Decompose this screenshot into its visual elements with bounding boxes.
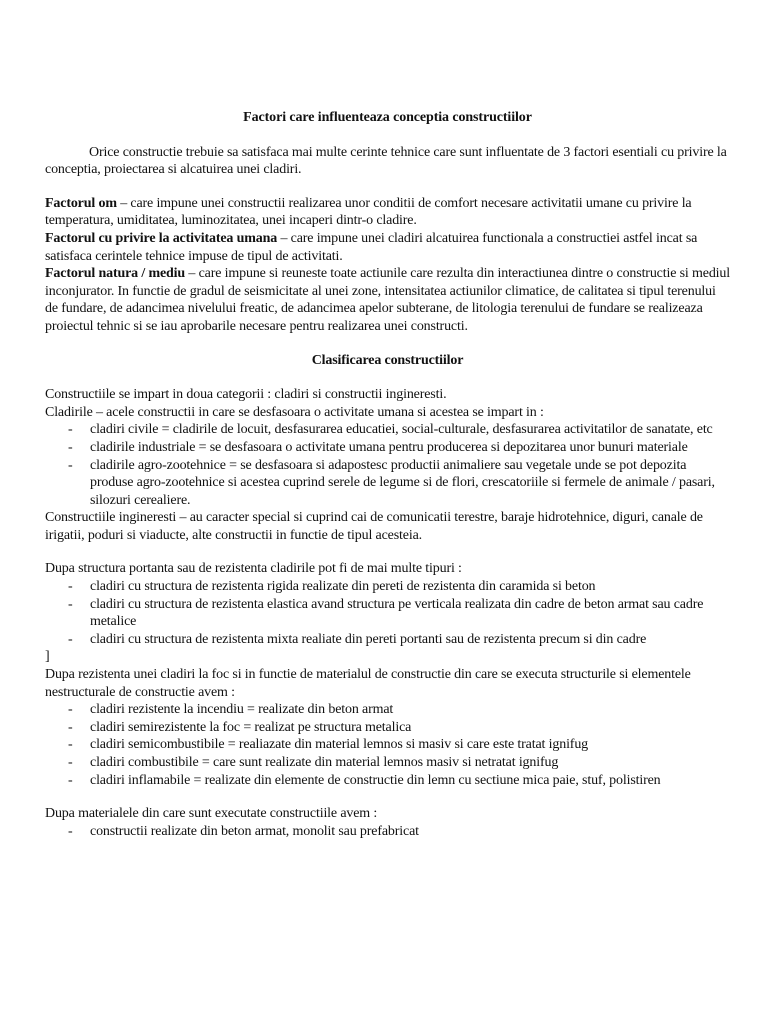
- spacer: [45, 789, 730, 805]
- factor-text: – care impune unei cladiri alcatuirea functionala a constructiei astfel incat sa satisfaca cerintele tehnice impuse de tipul de activitati.: [45, 230, 698, 264]
- bracket-line: ]: [45, 649, 50, 665]
- list-item-text: cladiri cu structura de rezistenta mixta realiate din pereti portanti sau de rezistenta precum si din cadre: [90, 631, 647, 647]
- list-item-text: cladirile industriale = se desfasoara o activitate umana pentru producerea si depozitarea unor bunuri materiale: [90, 439, 688, 455]
- list-item-text: cladiri combustibile = care sunt realizate din material lemnos masiv si netratat ignifug: [90, 755, 559, 770]
- factor-term: Factorul cu privire la activitatea umana: [45, 230, 278, 246]
- list-item-text: cladirile agro-zootehnice = se desfasoara si adapostesc productii animaliere sau vegetale unde se pot depozita produse agro-zootehnice si acestea cuprind serele de legume si de flori, crescatoriile si fermele de animale / pasari, silozuri cerealiere.: [90, 457, 715, 508]
- structura-types-list: [45, 578, 730, 648]
- dash-marker: -: [68, 755, 73, 770]
- factor-natura: [45, 265, 730, 335]
- list-item: [45, 701, 730, 719]
- dash-marker: -: [68, 823, 73, 839]
- list-item-text: cladiri civile = cladirile de locuit, desfasurarea educatiei, social-culturale, desfasurarea activitatilor de sanatate, etc: [90, 422, 713, 438]
- categories-intro: Constructiile se impart in doua categorii : cladiri si constructii ingineresti.: [45, 387, 447, 403]
- factor-term: Factorul om: [45, 195, 117, 211]
- structura-intro: Dupa structura portanta sau de rezistenta cladirile pot fi de mai multe tipuri :: [45, 561, 462, 577]
- cladiri-types-list: [45, 421, 730, 509]
- list-item-text: cladiri cu structura de rezistenta elastica avand structura pe verticala realizata din cadre de beton armat sau cadre metalice: [90, 596, 704, 630]
- list-item: [45, 631, 730, 649]
- dash-marker: -: [68, 579, 73, 595]
- spacer: [45, 544, 730, 560]
- dash-marker: -: [68, 631, 73, 647]
- dash-marker: -: [68, 719, 73, 735]
- list-item: [45, 736, 730, 754]
- list-item-text: constructii realizate din beton armat, monolit sau prefabricat: [90, 823, 419, 839]
- foc-intro: Dupa rezistenta unei cladiri la foc si in functie de materialul de constructie din care se executa structurile si elementele nestructurale de constructie avem :: [45, 667, 691, 700]
- dash-marker: -: [68, 772, 73, 788]
- list-item: [45, 823, 730, 841]
- dash-marker: -: [68, 737, 73, 753]
- cladirile-intro: Cladirile – acele constructii in care se desfasoara o activitate umana si acestea se impart in :: [45, 404, 544, 420]
- ingineresti-paragraph: Constructiile ingineresti – au caracter special si cuprind cai de comunicatii terestre, baraje hidrotehnice, diguri, canale de irigatii, poduri si viaducte, alte constructii in functie de tipul acesteia.: [45, 510, 703, 543]
- list-item: [45, 772, 730, 790]
- list-item: [45, 578, 730, 596]
- list-item: [45, 596, 730, 631]
- spacer: [45, 336, 730, 352]
- dash-marker: -: [68, 702, 73, 718]
- factor-text: – care impune unei constructii realizarea unor conditii de comfort necesare activitatii umane cu privire la temperatura, umiditatea, luminozitatea, unei incaperi dintr-o cladire.: [45, 195, 692, 229]
- factor-term: Factorul natura / mediu: [45, 266, 186, 282]
- document-title: Factori care influenteaza conceptia constructiilor: [243, 110, 532, 125]
- section-title: Clasificarea constructiilor: [311, 352, 464, 368]
- list-item-text: cladiri cu structura de rezistenta rigida realizate din pereti de rezistenta din caramida si beton: [90, 579, 596, 595]
- list-item: [45, 421, 730, 439]
- factor-om: [45, 195, 730, 230]
- intro-paragraph: Orice constructie trebuie sa satisfaca mai multe cerinte tehnice care sunt influentate de 3 factori esentiali cu privire la conceptia, proiectarea si alcatuirea unei cladiri.: [45, 144, 727, 178]
- factor-text: – care impune si reuneste toate actiunile care rezulta din interactiunea dintre o constructie si mediul inconjurator. In functie de gradul de seismicitate al unei zone, intensitatea actiunilor climatice, de calitatea si tipul terenului de fundare, de adancimea nivelului freatic, de adancimea apelor subterane, de litologia terenului de fundare se realizeaza proiectul tehnic si se iau aprobarile necesare pentru realizarea unei constructi.: [45, 266, 730, 334]
- dash-marker: -: [68, 457, 73, 473]
- dash-marker: -: [68, 596, 73, 612]
- list-item-text: cladiri semirezistente la foc = realizat pe structura metalica: [90, 719, 412, 735]
- list-item-text: cladiri rezistente la incendiu = realizate din beton armat: [90, 702, 394, 718]
- dash-marker: -: [68, 439, 73, 455]
- factor-activitate: [45, 230, 730, 265]
- materiale-intro: Dupa materialele din care sunt executate constructiile avem :: [45, 806, 378, 822]
- list-item: [45, 754, 730, 772]
- materiale-types-list: [45, 823, 730, 841]
- document-content: [45, 109, 730, 840]
- spacer: [45, 179, 730, 195]
- foc-types-list: [45, 701, 730, 789]
- list-item-text: cladiri semicombustibile = realiazate din material lemnos si masiv si care este tratat ignifug: [90, 737, 589, 753]
- list-item: [45, 457, 730, 510]
- list-item-text: cladiri inflamabile = realizate din elemente de constructie din lemn cu sectiune mica paie, stuf, polistiren: [90, 772, 661, 788]
- list-item: [45, 439, 730, 457]
- list-item: [45, 719, 730, 737]
- dash-marker: -: [68, 422, 73, 438]
